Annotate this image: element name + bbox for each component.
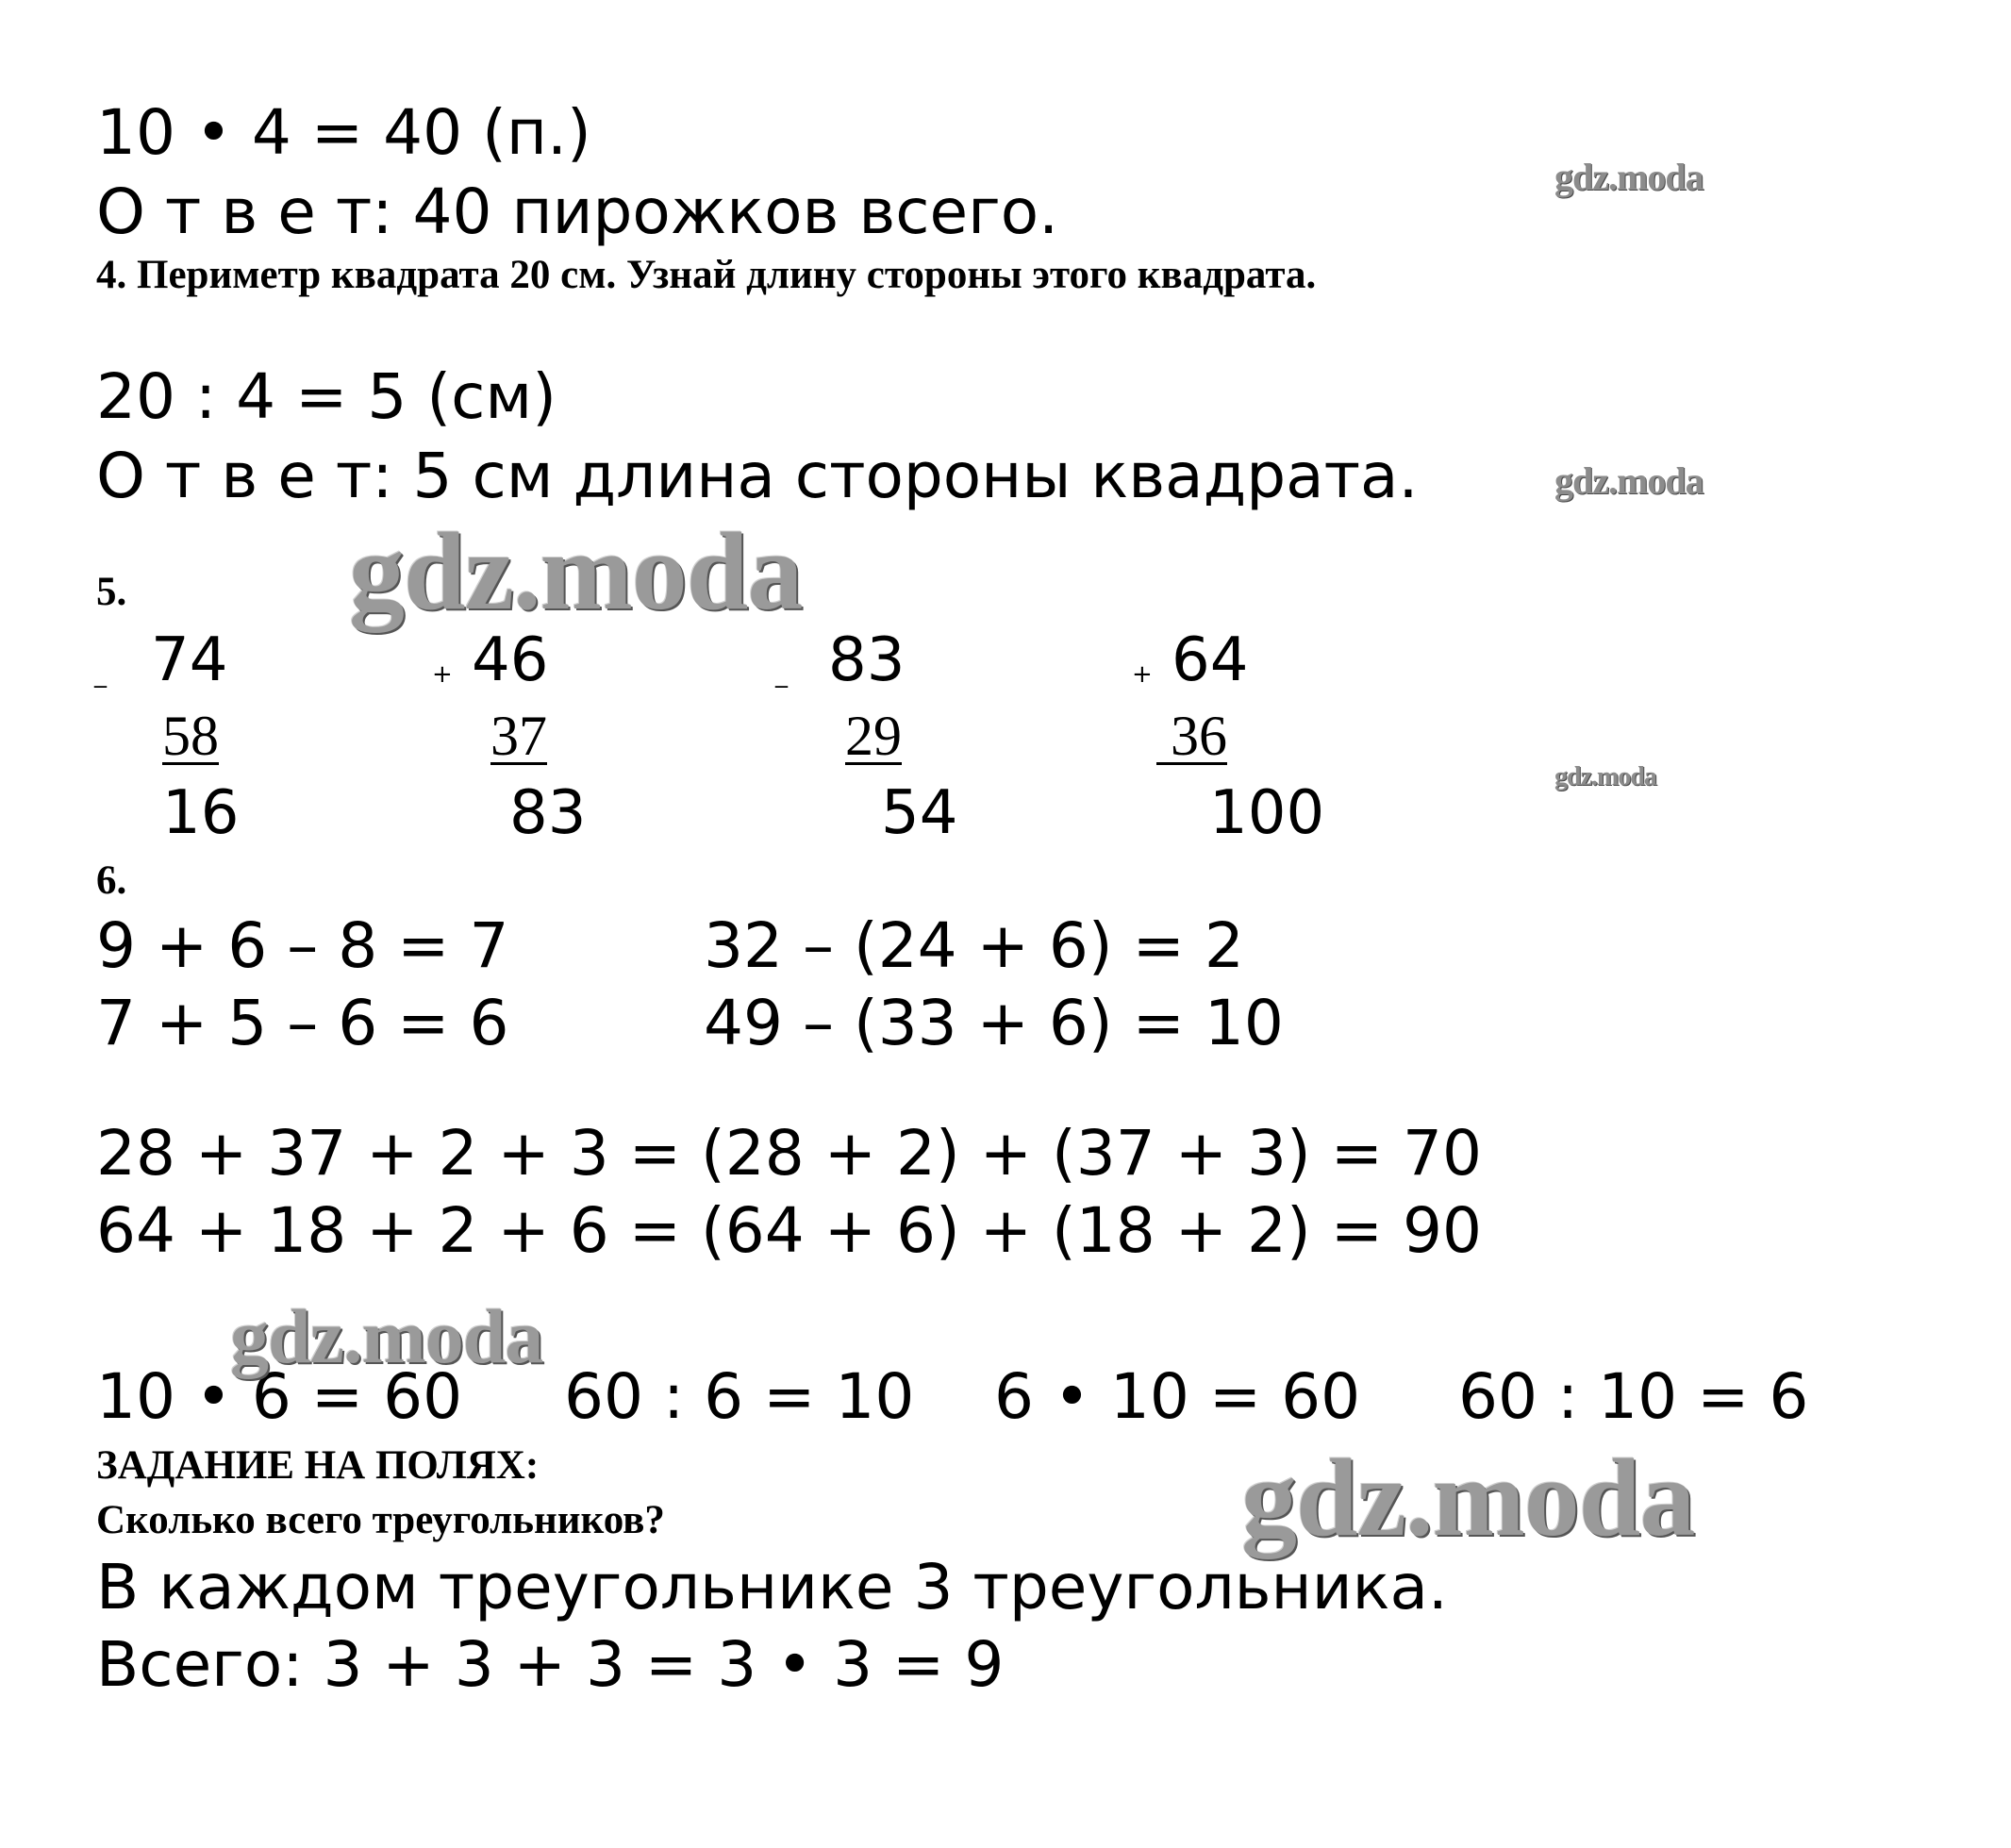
- equation-line: 64 + 18 + 2 + 6 = (64 + 6) + (18 + 2) = 90: [96, 1194, 1482, 1267]
- margin-task-heading: ЗАДАНИЕ НА ПОЛЯХ:: [96, 1443, 540, 1488]
- answer-line: О т в е т: 40 пирожков всего.: [96, 175, 1059, 248]
- column-bottom-number: 37: [490, 705, 547, 767]
- answer-line: В каждом треугольнике 3 треугольника.: [96, 1551, 1448, 1623]
- equation-line: 60 : 10 = 6: [1458, 1360, 1809, 1433]
- minus-sign: _: [775, 660, 788, 689]
- watermark-logo: gdz.moda: [349, 509, 803, 633]
- answer-line: О т в е т: 5 см длина стороны квадрата.: [96, 440, 1419, 512]
- watermark-logo: gdz.moda: [1554, 459, 1704, 502]
- task-6-label: 6.: [96, 858, 127, 903]
- plus-sign: +: [1132, 660, 1153, 689]
- watermark-logo: gdz.moda: [230, 1293, 543, 1379]
- equation-line: 60 : 6 = 10: [564, 1360, 915, 1433]
- column-bottom-number: 36: [1156, 705, 1227, 767]
- equation-line: 10 • 4 = 40 (п.): [96, 96, 591, 169]
- equation-line: 28 + 37 + 2 + 3 = (28 + 2) + (37 + 3) = 70: [96, 1117, 1482, 1190]
- column-result: 54: [881, 778, 958, 848]
- task-4-heading: 4. Периметр квадрата 20 см. Узнай длину стороны этого квадрата.: [96, 253, 1317, 297]
- task-5-label: 5.: [96, 570, 127, 614]
- column-result: 83: [509, 778, 587, 848]
- equation-line: 6 • 10 = 60: [994, 1360, 1361, 1433]
- equation-line: 49 – (33 + 6) = 10: [704, 987, 1284, 1059]
- watermark-logo: gdz.moda: [1554, 156, 1704, 198]
- equation-line: 7 + 5 – 6 = 6: [96, 987, 509, 1059]
- column-top-number: 64: [1172, 625, 1249, 695]
- equation-line: 20 : 4 = 5 (см): [96, 360, 557, 433]
- margin-task-question: Сколько всего треугольников?: [96, 1498, 665, 1542]
- answer-line: Всего: 3 + 3 + 3 = 3 • 3 = 9: [96, 1628, 1005, 1701]
- equation-line: 10 • 6 = 60: [96, 1360, 463, 1433]
- column-result: 16: [162, 778, 240, 848]
- watermark-logo: gdz.moda: [1554, 762, 1656, 791]
- column-bottom-number: 29: [845, 705, 902, 767]
- column-top-number: 83: [828, 625, 906, 695]
- minus-sign: _: [94, 660, 107, 689]
- equation-line: 32 – (24 + 6) = 2: [704, 909, 1244, 982]
- column-top-number: 46: [472, 625, 549, 695]
- plus-sign: +: [432, 660, 453, 689]
- equation-line: 9 + 6 – 8 = 7: [96, 909, 509, 982]
- column-result: 100: [1209, 778, 1325, 848]
- column-top-number: 74: [151, 625, 228, 695]
- watermark-logo: gdz.moda: [1241, 1436, 1695, 1559]
- column-bottom-number: 58: [162, 705, 219, 767]
